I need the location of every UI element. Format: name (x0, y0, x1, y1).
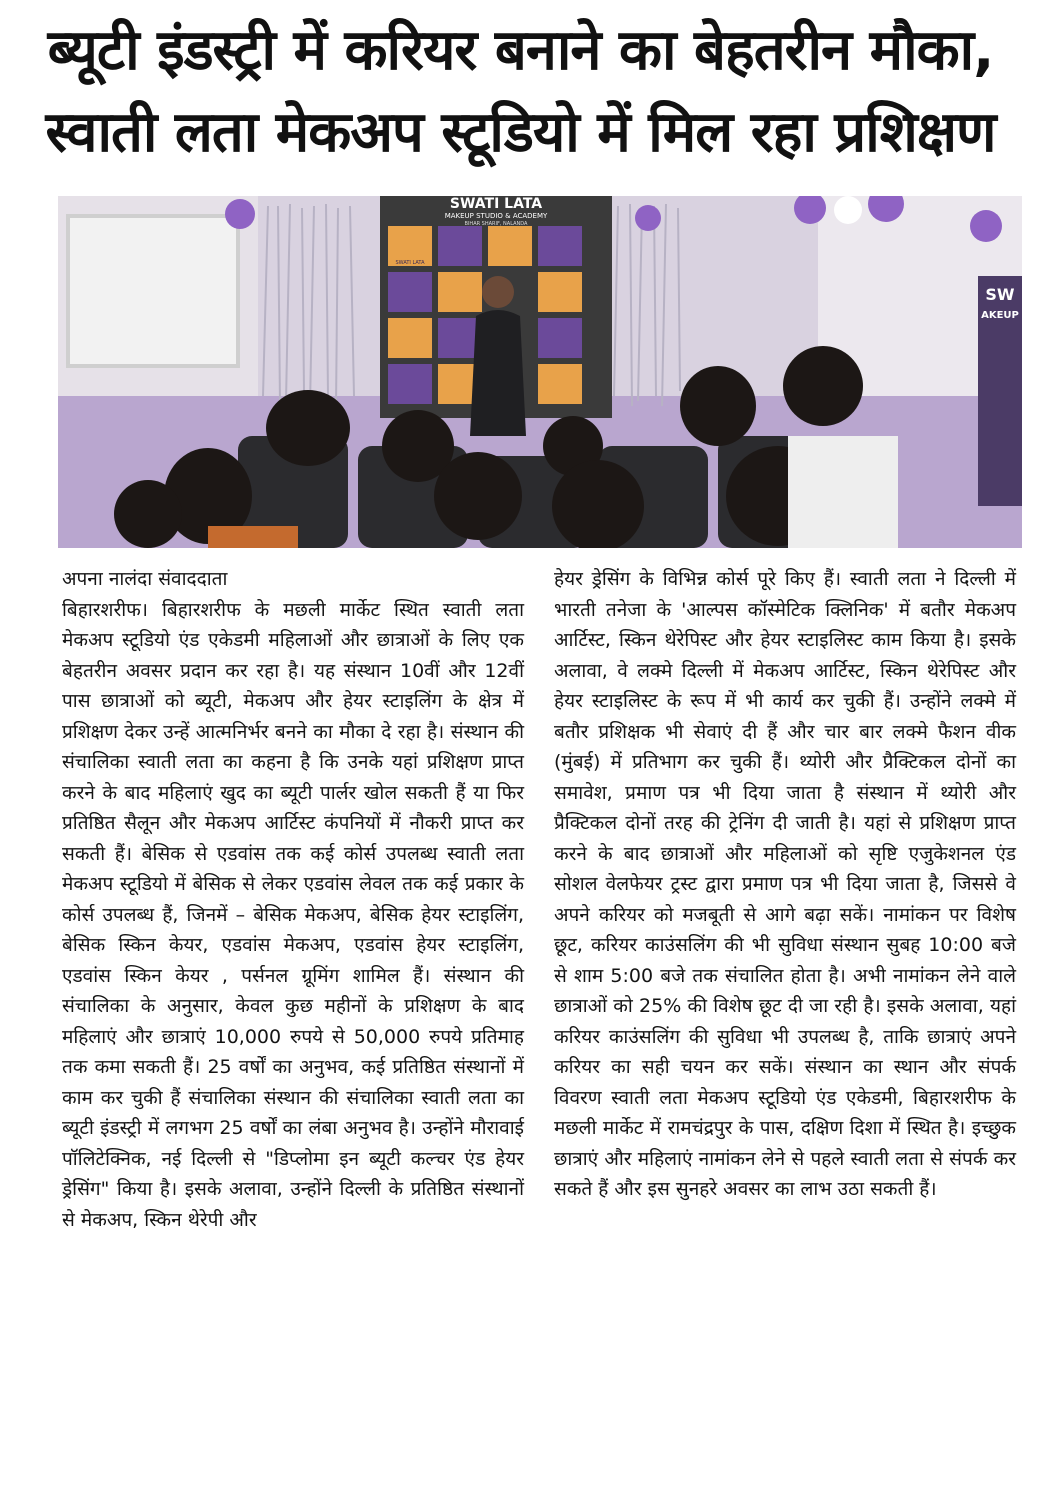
balloon (635, 205, 661, 231)
backdrop-banner-title: SWATI LATA (449, 196, 543, 212)
backdrop-banner-location: BIHAR SHARIF, NALANDA (464, 221, 528, 227)
headline (0, 10, 1041, 174)
byline: अपना नालंदा संवाददाता (62, 568, 228, 590)
backdrop-banner-subtitle: MAKEUP STUDIO & ACADEMY (444, 212, 548, 220)
article-column-left (62, 564, 524, 1235)
balloon (970, 210, 1002, 242)
article-column-right (554, 564, 1016, 1205)
balloon (225, 199, 255, 229)
side-banner-text-1: SW (985, 285, 1015, 304)
side-banner-text-2: AKEUP (981, 310, 1019, 321)
backdrop-tile-label: SWATI LATA (395, 260, 425, 266)
headline-line-1: ब्यूटी इंडस्ट्री में करियर बनाने का बेहतरीन मौका, (47, 18, 994, 83)
classroom-photo-illustration (58, 196, 1022, 548)
balloon (834, 196, 862, 224)
headline-line-2: स्वाती लता मेकअप स्टूडियो में मिल रहा प्रशिक्षण (45, 100, 996, 165)
article-body-right: हेयर ड्रेसिंग के विभिन्न कोर्स पूरे किए हैं। स्वाती लता ने दिल्ली में भारती तनेजा के 'आल्पस कॉस्मेटिक क्लिनिक' में बतौर मेकअप आर्टिस्ट, स्किन थेरेपिस्ट और हेयर स्टाइलिस्ट काम किया है। इसके अलावा, वे लक्मे दिल्ली में मेकअप आर्टिस्ट, स्किन थेरेपिस्ट और हेयर स्टाइलिस्ट के रूप में भी कार्य कर चुकी हैं। उन्होंने लक्मे में बतौर प्रशिक्षक भी सेवाएं दी हैं और चार बार लक्मे फैशन वीक (मुंबई) में प्रतिभाग कर चुकी हैं। थ्योरी और प्रैक्टिकल दोनों का समावेश, प्रमाण पत्र भी दिया जाता है संस्थान में थ्योरी और प्रैक्टिकल दोनों तरह की ट्रेनिंग दी जाती है। यहां से प्रशिक्षण प्राप्त करने के बाद छात्राओं और महिलाओं को सृष्टि एजुकेशनल एंड सोशल वेलफेयर ट्रस्ट द्वारा प्रमाण पत्र भी दिया जाता है, जिससे वे अपने करियर को मजबूती से आगे बढ़ा सकें। नामांकन पर विशेष छूट, करियर काउंसलिंग की भी सुविधा संस्थान सुबह 10:00 बजे से शाम 5:00 बजे तक संचालित होता है। अभी नामांकन लेने वाले छात्राओं को 25% की विशेष छूट दी जा रही है। इसके अलावा, यहां करियर काउंसलिंग की सुविधा भी उपलब्ध है, ताकि छात्राएं अपने करियर का सही चयन कर सकें। संस्थान का स्थान और संपर्क विवरण स्वाती लता मेकअप स्टूडियो एंड एकेडमी, बिहारशरीफ के मछली मार्केट में रामचंद्रपुर के पास, दक्षिण दिशा में स्थित है। इच्छुक छात्राएं और महिलाएं नामांकन लेने से पहले स्वाती लता से संपर्क कर सकते हैं और इस सुनहरे अवसर का लाभ उठा सकती हैं। (554, 568, 1016, 1200)
article-body-left: बिहारशरीफ। बिहारशरीफ के मछली मार्केट स्थित स्वाती लता मेकअप स्टूडियो एंड एकेडमी महिलाओं और छात्राओं के लिए एक बेहतरीन अवसर प्रदान कर रहा है। यह संस्थान 10वीं और 12वीं पास छात्राओं को ब्यूटी, मेकअप और हेयर स्टाइलिंग के क्षेत्र में प्रशिक्षण देकर उन्हें आत्मनिर्भर बनने का मौका दे रहा है। संस्थान की संचालिका स्वाती लता का कहना है कि उनके यहां प्रशिक्षण प्राप्त करने के बाद महिलाएं खुद का ब्यूटी पार्लर खोल सकती हैं या फिर प्रतिष्ठित सैलून और मेकअप आर्टिस्ट कंपनियों में नौकरी प्राप्त कर सकती हैं। बेसिक से एडवांस तक कई कोर्स उपलब्ध स्वाती लता मेकअप स्टूडियो में बेसिक से लेकर एडवांस लेवल तक कई प्रकार के कोर्स उपलब्ध हैं, जिनमें – बेसिक मेकअप, बेसिक हेयर स्टाइलिंग, बेसिक स्किन केयर, एडवांस मेकअप, एडवांस हेयर स्टाइलिंग, एडवांस स्किन केयर , पर्सनल ग्रूमिंग शामिल हैं। संस्थान की संचालिका के अनुसार, केवल कुछ महीनों के प्रशिक्षण के बाद महिलाएं और छात्राएं 10,000 रुपये से 50,000 रुपये प्रतिमाह तक कमा सकती हैं। 25 वर्षों का अनुभव, कई प्रतिष्ठित संस्थानों में काम कर चुकी हैं संचालिका संस्थान की संचालिका स्वाती लता का ब्यूटी इंडस्ट्री में लगभग 25 वर्षों का लंबा अनुभव है। उन्होंने मौरावाई पॉलिटेक्निक, नई दिल्ली से "डिप्लोमा इन ब्यूटी कल्चर एंड हेयर ड्रेसिंग" किया है। इसके अलावा, उन्होंने दिल्ली के प्रतिष्ठित संस्थानों से मेकअप, स्किन थेरेपी और (62, 598, 524, 1231)
news-photo (58, 196, 1022, 548)
